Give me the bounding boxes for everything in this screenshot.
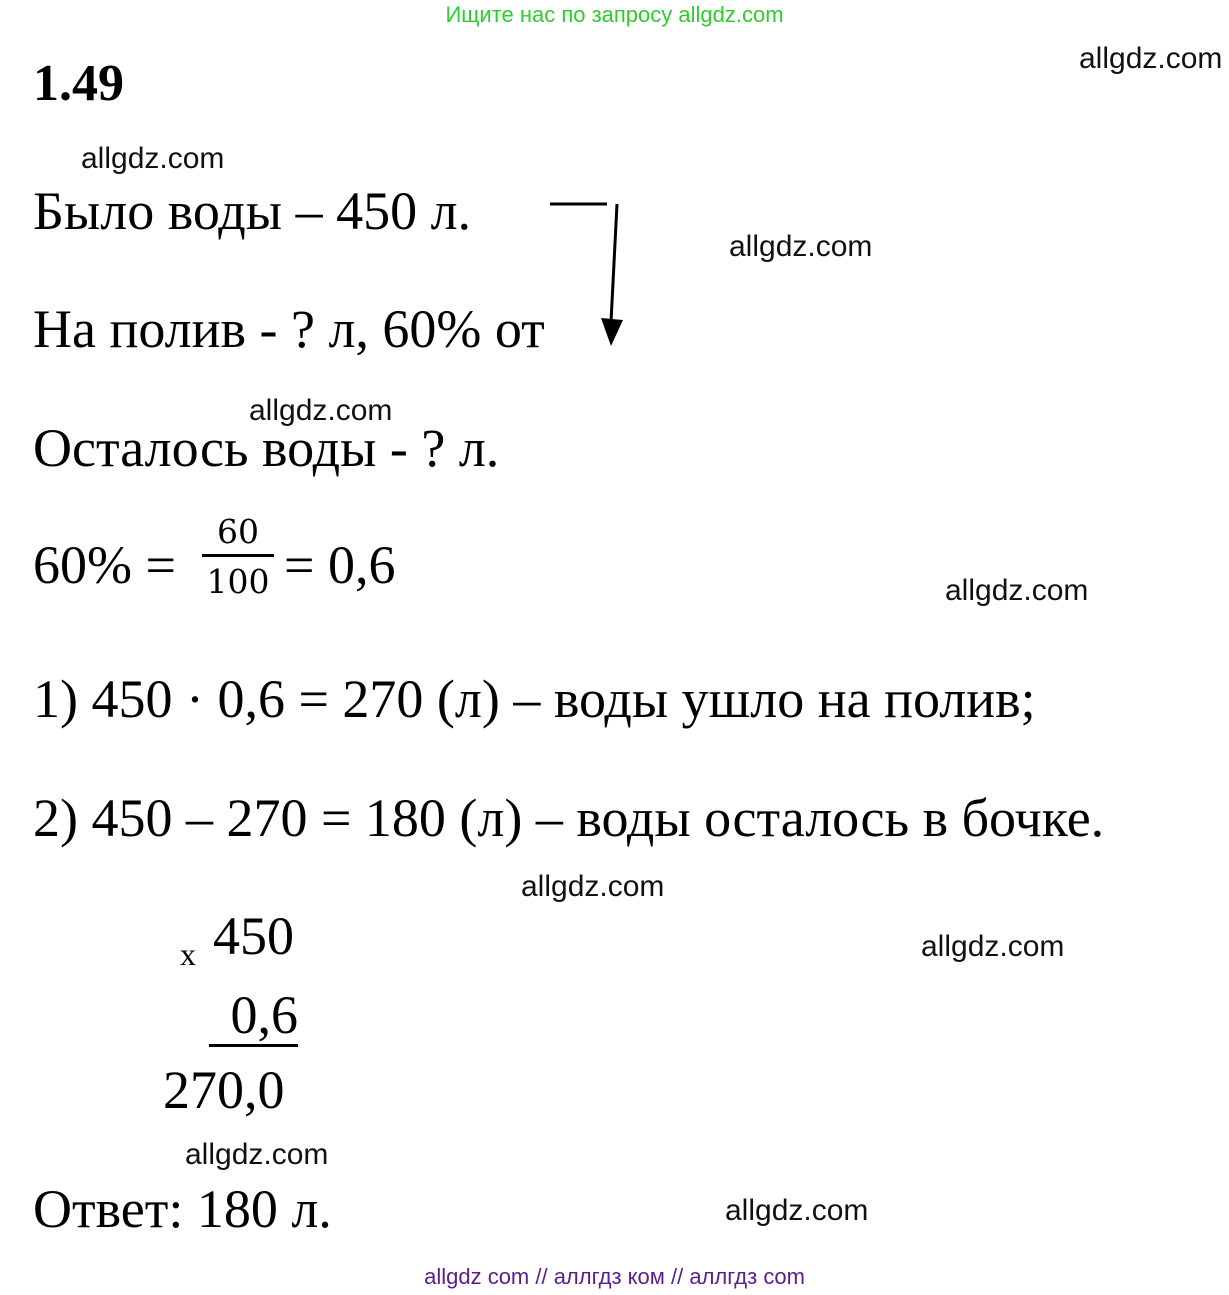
fraction-numerator: 60 — [217, 512, 259, 551]
watermark: allgdz.com — [729, 230, 873, 263]
column-bottom-value: 0,6 — [230, 985, 298, 1045]
watermark: allgdz.com — [185, 1138, 329, 1171]
given-water-was: Было воды – 450 л. — [33, 181, 472, 241]
watermark: allgdz.com — [1079, 42, 1223, 75]
multiplication-sign: x — [180, 936, 196, 972]
watermark: allgdz.com — [81, 142, 225, 175]
column-result: 270,0 — [163, 1060, 285, 1120]
watermark: allgdz.com — [521, 870, 665, 903]
top-banner: Ищите нас по запросу allgdz.com — [445, 2, 784, 27]
solution-step-1: 1) 450 · 0,6 = 270 (л) – воды ушло на полив; — [33, 669, 1036, 729]
watermark: allgdz.com — [921, 930, 1065, 963]
fraction-denominator: 100 — [206, 562, 270, 601]
answer: Ответ: 180 л. — [33, 1179, 332, 1239]
percent-conversion-left: 60% = — [33, 535, 176, 595]
given-water-left: Осталось воды - ? л. — [33, 418, 500, 478]
percent-fraction — [200, 512, 276, 601]
percent-conversion-right: = 0,6 — [284, 535, 396, 595]
watermark: allgdz.com — [725, 1194, 869, 1227]
watermark: allgdz.com — [945, 574, 1089, 607]
column-top-number: 450 — [213, 906, 294, 966]
watermark: allgdz.com — [249, 394, 393, 427]
problem-number: 1.49 — [33, 55, 124, 112]
solution-step-2: 2) 450 – 270 = 180 (л) – воды осталось в бочке. — [33, 788, 1105, 848]
footer-links[interactable]: allgdz com // аллгдз ком // аллгдз com — [424, 1264, 805, 1289]
reference-arrow — [545, 190, 625, 350]
column-bottom-number — [209, 985, 298, 1047]
given-watering: На полив - ? л, 60% от — [33, 299, 545, 359]
